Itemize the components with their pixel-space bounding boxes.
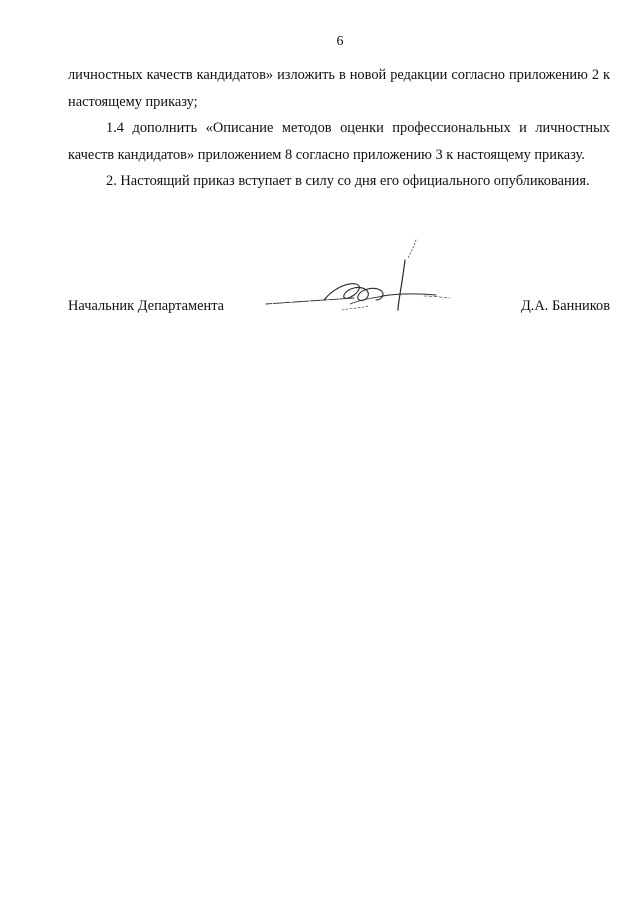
paragraph-item-1-4: 1.4 дополнить «Описание методов оценки профессиональных и личностных качеств кандидатов» приложением 8 согласно приложению 3 к настоящему приказу. [68,120,610,163]
signer-position: Начальник Департамента [68,298,225,314]
signature-block [68,296,610,326]
page-number: 6 [336,34,344,49]
paragraph-item-2: 2. Настоящий приказ вступает в силу со дня его официального опубликования. [106,173,590,189]
document-body [68,62,610,195]
paragraph-continuation: личностных качеств кандидатов» изложить в новой редакции согласно приложению 2 к настоящему приказу; [68,67,610,110]
handwritten-signature [264,238,464,328]
signer-name: Д.А. Банников [520,298,610,314]
